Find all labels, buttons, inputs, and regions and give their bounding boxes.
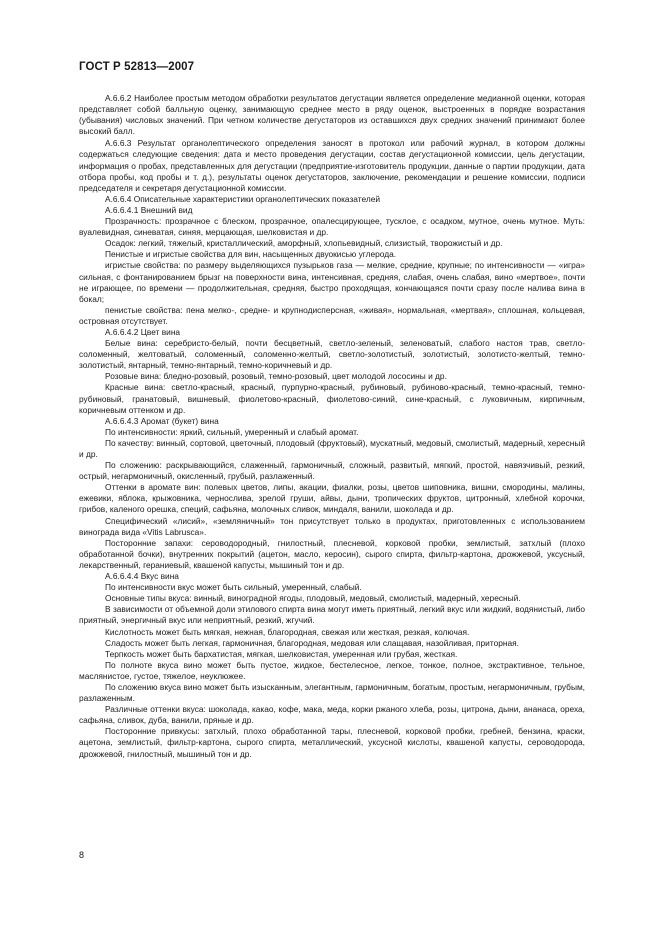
paragraph-white-wines: Белые вина: серебристо-белый, почти бесцветный, светло-зеленый, зеленоватый, слабого настоя трав, светло-соломенный, желтоватый, соломенный, соломенно-желтый, светло-золотистый, золотистый, золотисто-желтый, темно-золотистый, янтарный, темно-янтарный, темно-коричневый и др. — [79, 338, 585, 371]
paragraph-aroma-composition: По сложению: раскрывающийся, слаженный, гармоничный, сложный, развитый, мягкий, простой, навязчивый, резкий, острый, негармоничный, окисленный, грубый, разлаженный. — [79, 460, 585, 482]
heading-a664: А.6.6.4 Описательные характеристики органолептических показателей — [105, 193, 381, 204]
paragraph-foam-intro: Пенистые и игристые свойства для вин, насыщенных двуокисью углерода. — [105, 249, 397, 260]
paragraph-aroma-quality: По качеству: винный, сортовой, цветочный, плодовый (фруктовый), мускатный, медовый, смолистый, мадерный, хересный и др. — [79, 437, 585, 459]
paragraph-taste-shades: Различные оттенки вкуса: шоколада, какао, кофе, мака, меда, корки ржаного хлеба, розы, цитрона, дыни, ананаса, ореха, сафьяна, сливок, дуба, ванили, пряные и др. — [79, 704, 585, 726]
paragraph-foreign-odors: Посторонние запахи: сероводородный, гнилостный, плесневой, корковой пробки, землистый, затхлый (плохо обработанной бочки), внутренних покрытий (ацетон, масло, керосин), сырого спирта, фильтр-картона, дрожжевой, уксусный, лекарственный, гераниевый, квашеной капусты, мышиный тон и др. — [79, 537, 585, 570]
paragraph-astringency: Терпкость может быть бархатистая, мягкая, шелковистая, умеренная или грубая, жесткая. — [105, 648, 458, 659]
paragraph-off-flavors: Посторонние привкусы: затхлый, плохо обработанной тары, плесневой, корковой пробки, гребней, бензина, краски, ацетона, землистый, фильтр-картона, сырого спирта, металлический, уксусной кислоты, квашеной капусты, сероводорода, дрожжевой, гнилостный, мышиный тон и др. — [79, 726, 585, 759]
paragraph-a663: А.6.6.3 Результат органолептического определения заносят в протокол или рабочий журнал, в котором должны содержаться следующие сведения: дата и место проведения дегустации, состав дегустационной комиссии, цель дегустации, информация о пробах, представленных для дегустации (предприятие-изготовитель продукции, данные о партии продукции, дата отбора пробы, код пробы и т. д.), результаты оценок дегустаторов, заключение, рекомендации и решение комиссии, подписи председателя и секретаря дегустационной комиссии. — [79, 138, 585, 193]
page-number: 8 — [79, 850, 85, 860]
paragraph-red-wines: Красные вина: светло-красный, красный, пурпурно-красный, рубиновый, рубиново-красный, темно-красный, темно-рубиновый, гранатовый, вишневый, фиолетово-красный, фиолетово-синий, сине-красный, с луковичным, кирпичным, коричневым оттенком и др. — [79, 382, 585, 415]
heading-a6642: А.6.6.4.2 Цвет вина — [105, 326, 181, 337]
paragraph-aroma-shades: Оттенки в аромате вин: полевых цветов, липы, акации, фиалки, розы, цветов шиповника, вишни, смородины, малины, ежевики, яблока, крыжовника, чернослива, зрелой груши, айвы, дыни, тропических фруктов, цитронный, хлебной корочки, грибов, каленого орешка, специй, сафьяна, молочных сливок, миндаля, ванили, шоколада и др. — [79, 482, 585, 515]
paragraph-specific-tone: Специфический «лисий», «земляничный» тон присутствует только в продуктах, приготовленных с использованием винограда вида «Vitis Labrusca». — [79, 515, 585, 537]
paragraph-taste-composition: По сложению вкуса вино может быть изысканным, элегантным, гармоничным, богатым, простым, негармоничным, грубым, разлаженным. — [79, 681, 585, 704]
paragraph-acidity: Кислотность может быть мягкая, нежная, благородная, свежая или жесткая, резкая, колючая. — [105, 626, 470, 637]
paragraph-transparency: Прозрачность: прозрачное с блеском, прозрачное, опалесцирующее, тусклое, с осадком, мутное, очень мутное. Муть: вуалевидная, синеватая, синяя, мерцающая, шелковистая и др. — [79, 216, 585, 238]
paragraph-rose-wines: Розовые вина: бледно-розовый, розовый, темно-розовый, цвет молодой лососины и др. — [105, 371, 447, 382]
paragraph-aroma-intensity: По интенсивности: яркий, сильный, умеренный и слабый аромат. — [105, 426, 359, 437]
paragraph-fullness: По полноте вкуса вино может быть пустое, жидкое, бестелесное, легкое, тонкое, полное, экстрактивное, тельное, маслянистое, густое, тяжелое, неуклюжее. — [79, 659, 585, 681]
paragraph-sediment: Осадок: легкий, тяжелый, кристаллический, аморфный, хлопьевидный, слизистый, творожистый и др. — [105, 238, 503, 249]
paragraph-sparkling: игристые свойства: по размеру выделяющихся пузырьков газа — мелкие, средние, крупные; по интенсивности — «игра» сильная, с фонтанированием брызг на поверхности вина, интенсивная, средняя, слабая, очень слабая, вино «мертвое», почти не играющее, по времени — продолжительная, средняя, быстро проходящая, кончающаяся почти сразу после налива вина в бокал; — [79, 260, 585, 304]
paragraph-a662: А.6.6.2 Наиболее простым методом обработки результатов дегустации является определение медианной оценки, которая представляет собой балльную оценку, занимающую среднее место в ряду оценок, выстроенных в порядке возрастания (убывания) числовых значений. При четном количестве дегустаторов из оставшихся двух средних значений принимают более высокий балл. — [79, 93, 585, 137]
paragraph-taste-intensity: По интенсивности вкус может быть сильный, умеренный, слабый. — [105, 582, 362, 593]
paragraph-sweetness: Сладость может быть легкая, гармоничная, благородная, медовая или слащавая, назойливая, приторная. — [105, 637, 519, 648]
heading-a6644: А.6.6.4.4 Вкус вина — [105, 571, 179, 582]
running-header: ГОСТ Р 52813—2007 — [79, 61, 195, 73]
paragraph-taste-types: Основные типы вкуса: винный, виноградной ягоды, плодовый, медовый, смолистый, мадерный, хересный. — [105, 593, 521, 604]
paragraph-alcohol: В зависимости от объемной доли этилового спирта вина могут иметь приятный, легкий вкус или жидкий, водянистый, либо приятный, энергичный вкус или неприятный, резкий, жгучий. — [79, 604, 585, 626]
paragraph-foaming: пенистые свойства: пена мелко-, средне- и крупнодисперсная, «живая», нормальная, «мертвая», сплошная, кольцевая, островная отсутствует. — [79, 304, 585, 326]
heading-a6643: А.6.6.4.3 Аромат (букет) вина — [105, 415, 219, 426]
document-body — [79, 93, 585, 760]
heading-a6641: А.6.6.4.1 Внешний вид — [105, 204, 193, 215]
